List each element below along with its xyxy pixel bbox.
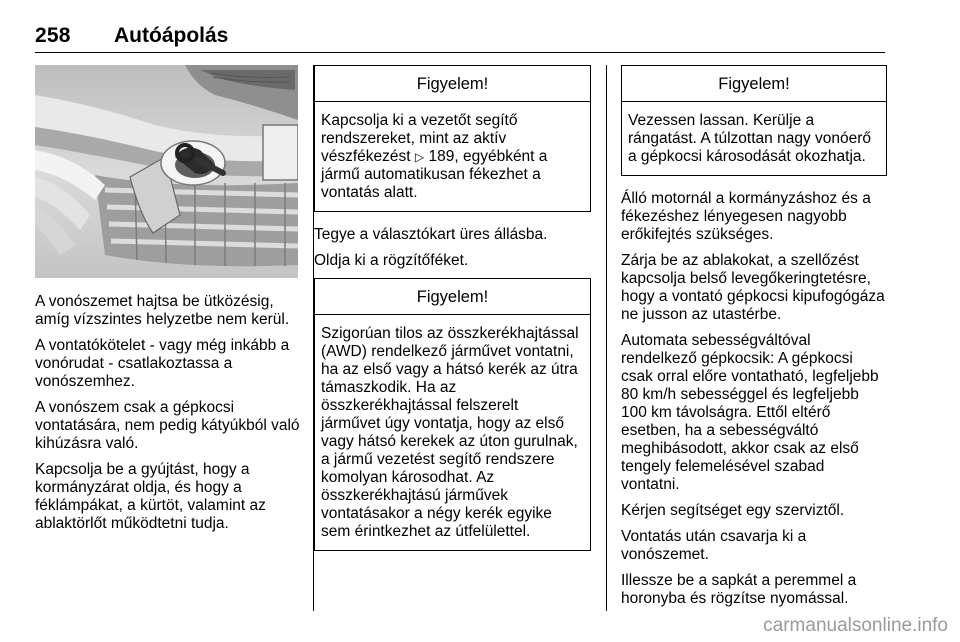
paragraph: Kérjen segítséget egy szerviztől. xyxy=(621,502,845,519)
paragraph: Kapcsolja be a gyújtást, hogy a kormányzárat oldja, és hogy a féklámpákat, a kürtöt, valamint az ablaktörlőt működtetni tudja. xyxy=(35,461,266,532)
paragraph: Oldja ki a rögzítőféket. xyxy=(314,252,469,269)
warning-box-drive-slowly xyxy=(621,65,887,176)
warning-text: Szigorúan tilos az összkerékhajtással (AWD) rendelkező járművet vontatni, ha az első vagy a hátsó kerék az útra támaszkodik. Ha az összkerékhajtással felszerelt járművet úgy vontatja, hogy az első vagy hátsó kerekek az úton gurulnak, a jármű vezetést segítő rendszere komolyan károsodhat. Az összkerékhajtású járművek vontatásakor a négy kerék egyike sem érintkezhet az útfelülettel. xyxy=(321,325,579,540)
warning-box-awd xyxy=(314,278,591,551)
column-2 xyxy=(314,65,591,565)
page-reference-link[interactable]: 189 xyxy=(428,148,455,165)
warning-text: Vezessen lassan. Kerülje a rángatást. A túlzottan nagy vonóerő a gépkocsi károsodását okozhatja. xyxy=(628,112,872,165)
warning-title: Figyelem! xyxy=(315,66,590,102)
paragraph: Vontatás után csavarja ki a vonószemet. xyxy=(621,528,807,563)
chapter-title: Autóápolás xyxy=(114,24,229,47)
paragraph: Álló motornál a kormányzáshoz és a fékezéshez lényegesen nagyobb erőkifejtés szükséges. xyxy=(621,190,871,243)
column-divider xyxy=(606,65,607,611)
page-number: 258 xyxy=(35,24,71,47)
paragraph: Illessze be a sapkát a peremmel a horonyba és rögzítse nyomással. xyxy=(621,572,857,607)
warning-title: Figyelem! xyxy=(622,66,886,102)
column-1 xyxy=(35,293,303,541)
warning-title: Figyelem! xyxy=(315,279,590,315)
page-reference-arrow-icon: ▷ xyxy=(414,150,425,164)
page-header xyxy=(35,24,885,53)
warning-text-start: Kapcsolja ki a vezetőt segítő rendszereket, mint az aktív vészfékezést xyxy=(321,112,518,165)
warning-box-driver-assist xyxy=(314,65,591,212)
warning-text-end: , egyébként a jármű automatikusan fékezhet a vontatás alatt. xyxy=(321,148,548,201)
paragraph: Tegye a választókart üres állásba. xyxy=(314,226,548,243)
column-3 xyxy=(621,65,887,616)
paragraph: A vonószemet hajtsa be ütközésig, amíg vízszintes helyzetbe nem kerül. xyxy=(35,293,290,328)
warning-text xyxy=(315,102,590,211)
tow-eye-illustration xyxy=(35,65,298,278)
watermark: carmanualsonline.info xyxy=(763,615,948,636)
paragraph: Automata sebességváltóval rendelkező gépkocsik: A gépkocsi csak orral előre vontatható, legfeljebb 80 km/h sebességgel és legfeljebb 100 km távolságra. Ettől eltérő esetben, ha a sebességváltó meghibásodott, akkor csak az első tengely felemelésével szabad vontatni. xyxy=(621,332,879,493)
paragraph: A vontatókötelet - vagy még inkább a vonórudat - csatlakoztassa a vonószemhez. xyxy=(35,337,290,390)
paragraph: A vonószem csak a gépkocsi vontatására, nem pedig kátyúkból való kihúzásra való. xyxy=(35,399,300,452)
paragraph: Zárja be az ablakokat, a szellőzést kapcsolja belső levegőkeringtetésre, hogy a vontató gépkocsi kipufogógáza ne jusson az utastérbe. xyxy=(621,252,885,323)
